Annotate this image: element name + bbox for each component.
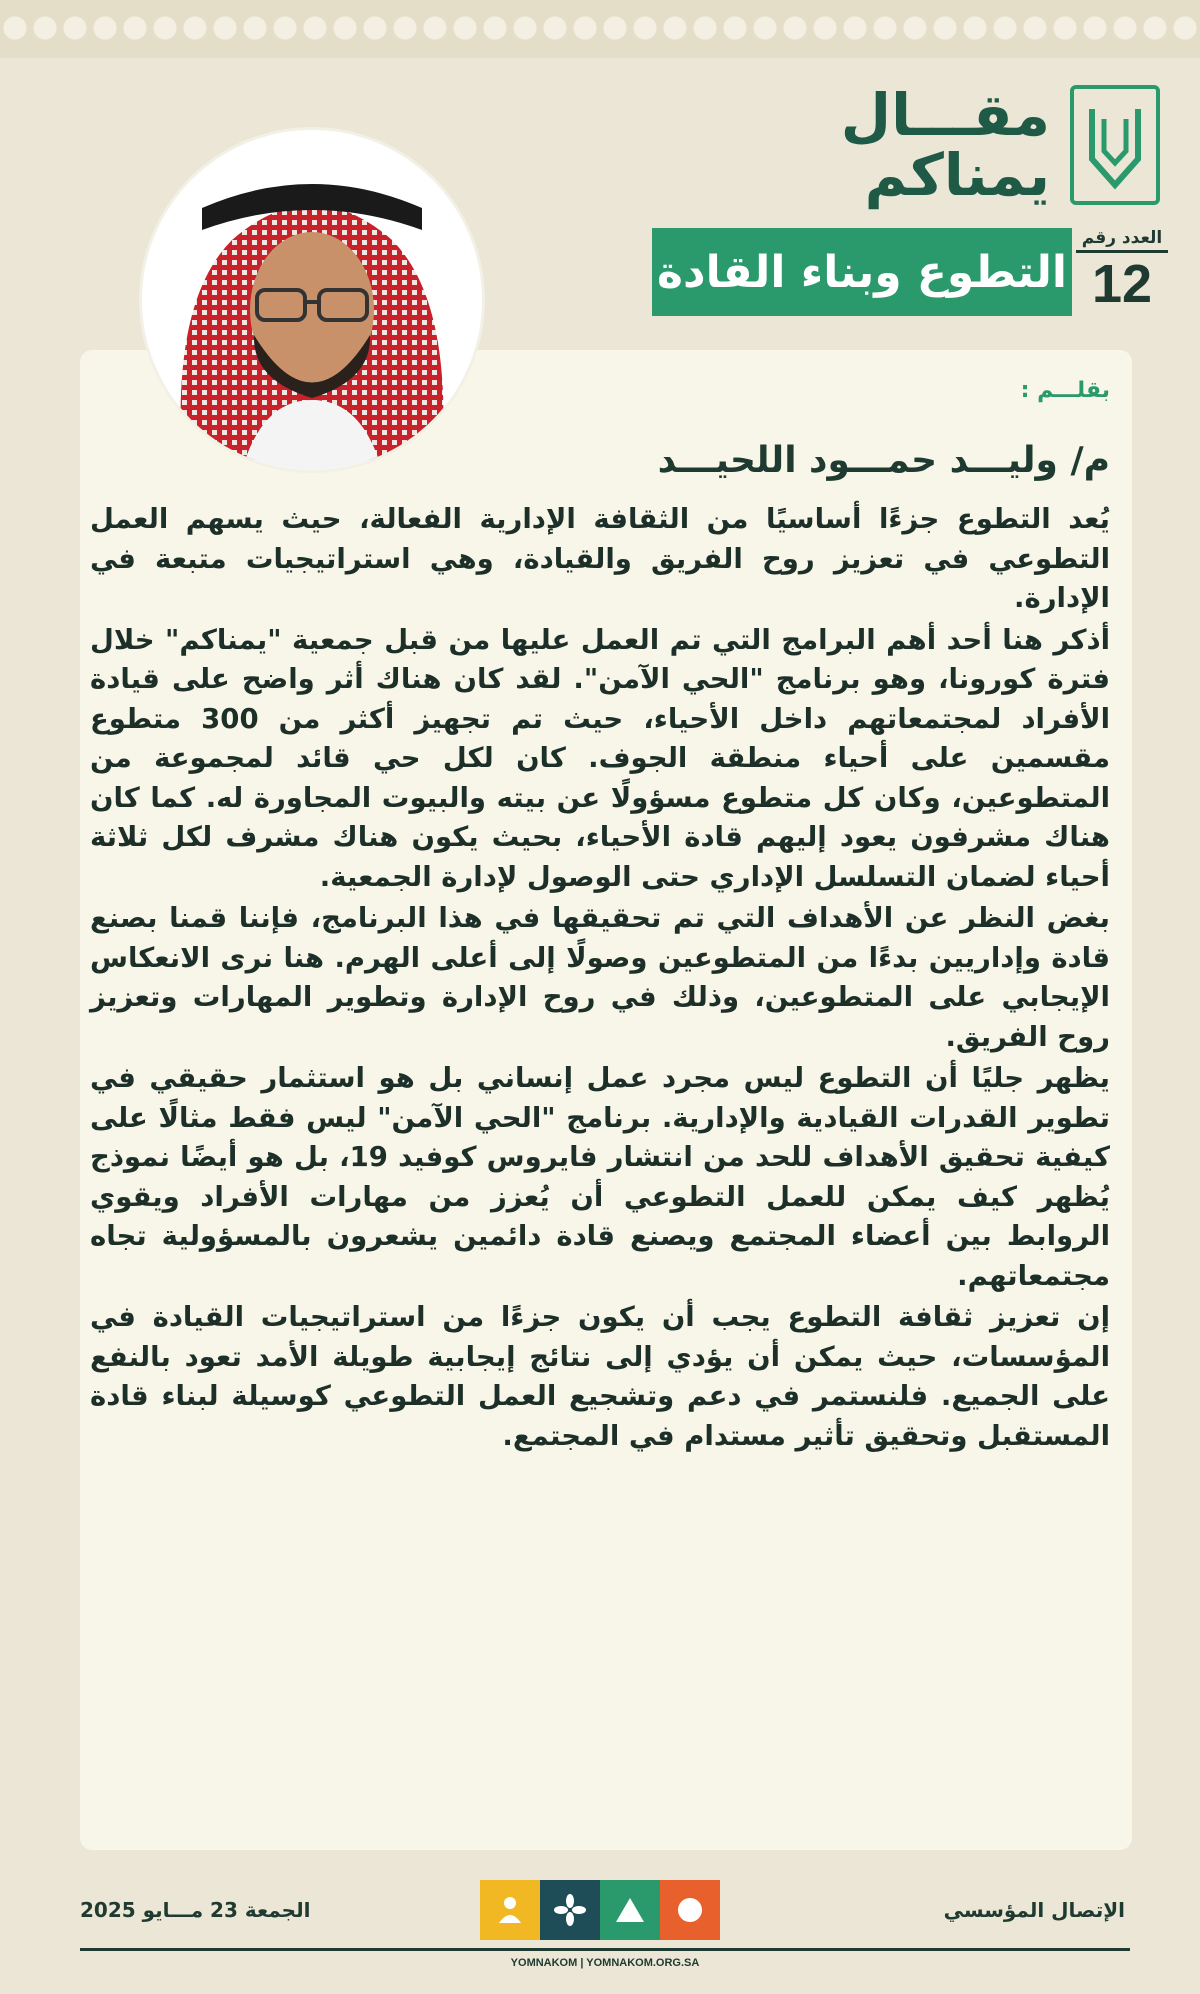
triangle-icon (600, 1880, 660, 1940)
author-photo (142, 130, 482, 470)
issue-number: 12 (1091, 254, 1153, 314)
brand-header (640, 81, 1160, 215)
issue-badge (1076, 228, 1168, 316)
author-name: م/ وليـــد حمـــود اللحيـــد (657, 440, 1110, 481)
article-paragraph: يُعد التطوع جزءًا أساسيًا من الثقافة الإدارية الفعالة، حيث يسهم العمل التطوعي في تعزيز روح الفريق والقيادة، وهي استراتيجيات متبعة في الإدارة. (90, 503, 1110, 614)
footer-department: الإتصال المؤسسي (943, 1898, 1125, 1922)
brand-logo-icon (1070, 85, 1160, 205)
flower-icon (540, 1880, 600, 1940)
circle-icon (660, 1880, 720, 1940)
issue-label: العدد رقم (1076, 228, 1168, 253)
brand-line-2: يمناكم (864, 141, 1050, 209)
article-title: التطوع وبناء القادة (652, 228, 1072, 316)
brand-wordmark (840, 81, 1050, 209)
article-paragraph: أذكر هنا أحد أهم البرامج التي تم العمل عليها من قبل جمعية "يمناكم" خلال فترة كورونا، وهو برنامج "الحي الآمن". لقد كان هناك أثر واضح على قيادة الأفراد لمجتمعاتهم داخل الأحياء، حيث تم تجهيز أكثر من 300 متطوع مقسمين على أحياء منطقة الجوف. كان لكل حي قائد لمجموعة من المتطوعين، وكان كل متطوع مسؤولًا عن بيته والبيوت المجاورة له. كما كان هناك مشرفون يعود إليهم قادة الأحياء، بحيث يكون هناك مشرف لكل ثلاثة أحياء لضمان التسلسل الإداري حتى الوصول لإدارة الجمعية. (90, 623, 1110, 893)
article-paragraph: إن تعزيز ثقافة التطوع يجب أن يكون جزءًا من استراتيجيات القيادة في المؤسسات، حيث يمكن أن يؤدي إلى نتائج إيجابية طويلة الأمد تعود بالنفع على الجميع. فلنستمر في دعم وتشجيع العمل التطوعي كوسيلة لبناء قادة المستقبل وتحقيق تأثير مستدام في المجتمع. (90, 1301, 1110, 1452)
article-paragraph: يظهر جليًا أن التطوع ليس مجرد عمل إنساني بل هو استثمار حقيقي في تطوير القدرات القيادية والإدارية. برنامج "الحي الآمن" ليس فقط مثالًا على كيفية تحقيق الأهداف للحد من انتشار فايروس كوفيد 19، بل هو أيضًا نموذج يُظهر كيف يمكن للعمل التطوعي أن يُعزز من مهارات الأفراد ويقوي الروابط بين أعضاء المجتمع ويصنع قادة دائمين يشعرون بالمسؤولية تجاه مجتمعاتهم. (90, 1062, 1110, 1292)
article-body (90, 500, 1110, 1458)
byline-label: بقلـــم : (1020, 378, 1110, 403)
brand-tiles (480, 1880, 720, 1940)
person-icon (480, 1880, 540, 1940)
social-handles: YOMNAKOM | YOMNAKOM.ORG.SA (510, 1957, 700, 1969)
brand-line-1: مقـــال (840, 81, 1050, 149)
footer-date: الجمعة 23 مـــايو 2025 (80, 1898, 311, 1922)
top-decorative-pattern (0, 0, 1200, 58)
article-paragraph: بغض النظر عن الأهداف التي تم تحقيقها في هذا البرنامج، فإننا قمنا بصنع قادة وإداريين بدءًا من المتطوعين وصولًا إلى أعلى الهرم. هنا نرى الانعكاس الإيجابي على المتطوعين، وذلك في روح الإدارة وتطوير المهارات وتعزيز روح الفريق. (90, 902, 1110, 1053)
footer-divider (80, 1948, 1130, 1951)
